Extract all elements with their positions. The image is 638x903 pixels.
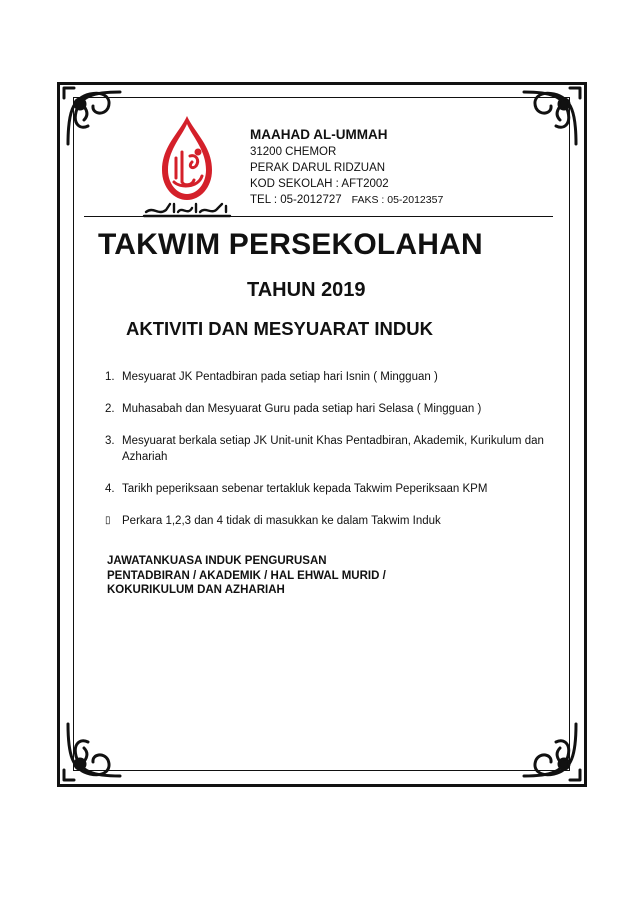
corner-ornament-icon [516,716,584,784]
committee-line: KOKURIKULUM DAN AZHARIAH [107,584,285,596]
item-number: 1. [105,371,115,383]
page-year: TAHUN 2019 [247,279,366,301]
section-title: AKTIVITI DAN MESYUARAT INDUK [126,318,433,339]
school-name: MAAHAD AL-UMMAH [250,127,388,142]
list-item [105,401,550,417]
list-item [105,513,550,529]
list-item [105,481,550,497]
list-item [105,369,550,385]
item-number: 3. [105,435,115,447]
state: PERAK DARUL RIDZUAN [250,162,386,174]
contact-line [250,192,443,208]
item-text: Mesyuarat berkala setiap JK Unit-unit Khas Pentadbiran, Akademik, Kurikulum dan Azhariah [122,435,544,463]
committee-line: PENTADBIRAN / AKADEMIK / HAL EHWAL MURID / [107,569,386,582]
item-text: Muhasabah dan Mesyuarat Guru pada setiap hari Selasa ( Mingguan ) [122,403,482,415]
list-item [105,433,550,465]
item-text: Perkara 1,2,3 dan 4 tidak di masukkan ke dalam Takwim Induk [122,515,441,527]
committee-heading [107,554,386,598]
school-logo-icon [140,112,235,222]
item-number: 2. [105,403,115,415]
corner-ornament-icon [516,84,584,152]
postcode-city: 31200 CHEMOR [250,146,337,158]
page-title: TAKWIM PERSEKOLAHAN [98,228,483,261]
item-number: 4. [105,483,115,495]
school-header [250,127,443,208]
committee-line: JAWATANKUASA INDUK PENGURUSAN [107,555,327,567]
telephone: TEL : 05-2012727 [250,194,342,206]
corner-ornament-icon [60,716,128,784]
fax: FAKS : 05-2012357 [351,194,444,206]
bullet-icon: ▯ [105,515,111,526]
header-divider [84,216,553,217]
item-text: Tarikh peperiksaan sebenar tertakluk kepada Takwim Peperiksaan KPM [122,483,488,495]
item-text: Mesyuarat JK Pentadbiran pada setiap hari Isnin ( Mingguan ) [122,371,438,383]
activity-list [105,369,550,545]
school-code: KOD SEKOLAH : AFT2002 [250,178,389,190]
corner-ornament-icon [60,84,128,152]
